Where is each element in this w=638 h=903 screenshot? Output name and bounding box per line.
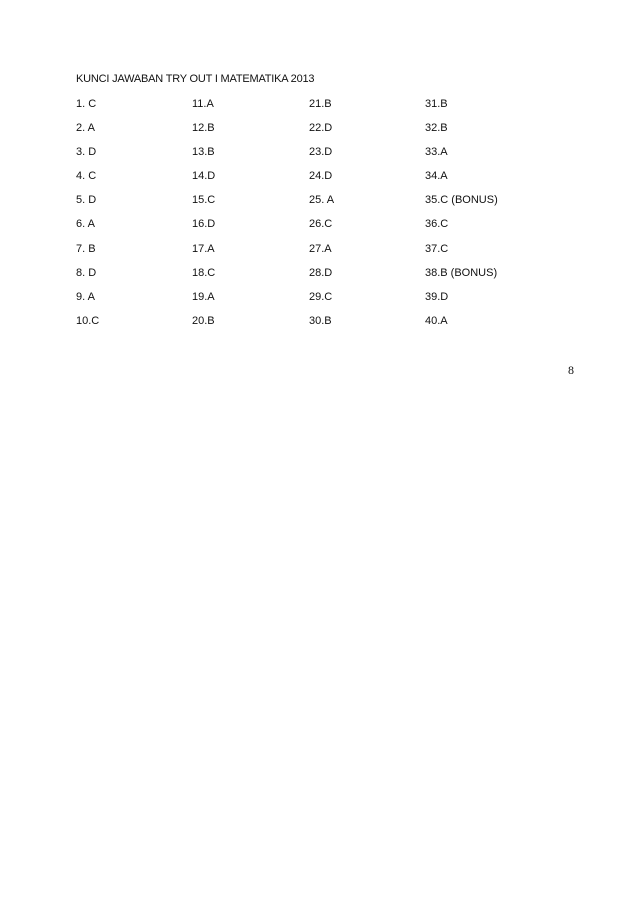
answer-17: 17.A	[192, 242, 215, 255]
answer-13: 13.B	[192, 146, 215, 159]
answer-34: 34.A	[425, 170, 448, 183]
answer-16: 16.D	[192, 218, 216, 231]
answer-8: 8. D	[76, 266, 97, 279]
answer-4: 4. C	[76, 170, 97, 183]
answer-24: 24.D	[309, 170, 333, 183]
page-number: 8	[568, 363, 574, 377]
answer-23: 23.D	[309, 146, 333, 159]
answer-33: 33.A	[425, 146, 448, 159]
answer-20: 20.B	[192, 314, 215, 327]
answer-15: 15.C	[192, 194, 216, 207]
answer-35: 35.C (BONUS)	[425, 194, 498, 207]
answer-27: 27.A	[309, 242, 332, 255]
answer-22: 22.D	[309, 122, 333, 135]
answer-38: 38.B (BONUS)	[425, 266, 498, 279]
answer-21: 21.B	[309, 98, 332, 110]
answer-9: 9. A	[76, 290, 95, 303]
answer-37: 37.C	[425, 242, 449, 255]
answer-11: 11.A	[192, 98, 214, 110]
answer-1: 1. C	[76, 98, 97, 110]
answer-39: 39.D	[425, 290, 449, 303]
answer-40: 40.A	[425, 314, 448, 327]
answer-2: 2. A	[76, 122, 95, 135]
answer-29: 29.C	[309, 290, 333, 303]
answer-28: 28.D	[309, 266, 333, 279]
answer-7: 7. B	[76, 242, 96, 255]
answer-32: 32.B	[425, 122, 448, 135]
answer-18: 18.C	[192, 266, 216, 279]
answer-3: 3. D	[76, 146, 97, 159]
answer-25: 25. A	[309, 194, 335, 207]
answer-6: 6. A	[76, 218, 95, 231]
answer-14: 14.D	[192, 170, 216, 183]
answer-12: 12.B	[192, 122, 215, 135]
answer-10: 10.C	[76, 314, 100, 327]
document-title: KUNCI JAWABAN TRY OUT I MATEMATIKA 2013	[76, 73, 315, 85]
answer-31: 31.B	[425, 98, 448, 110]
answer-key-table	[76, 97, 556, 338]
answer-30: 30.B	[309, 314, 332, 327]
answer-19: 19.A	[192, 290, 215, 303]
answer-36: 36.C	[425, 218, 449, 231]
answer-26: 26.C	[309, 218, 333, 231]
answer-5: 5. D	[76, 194, 97, 207]
